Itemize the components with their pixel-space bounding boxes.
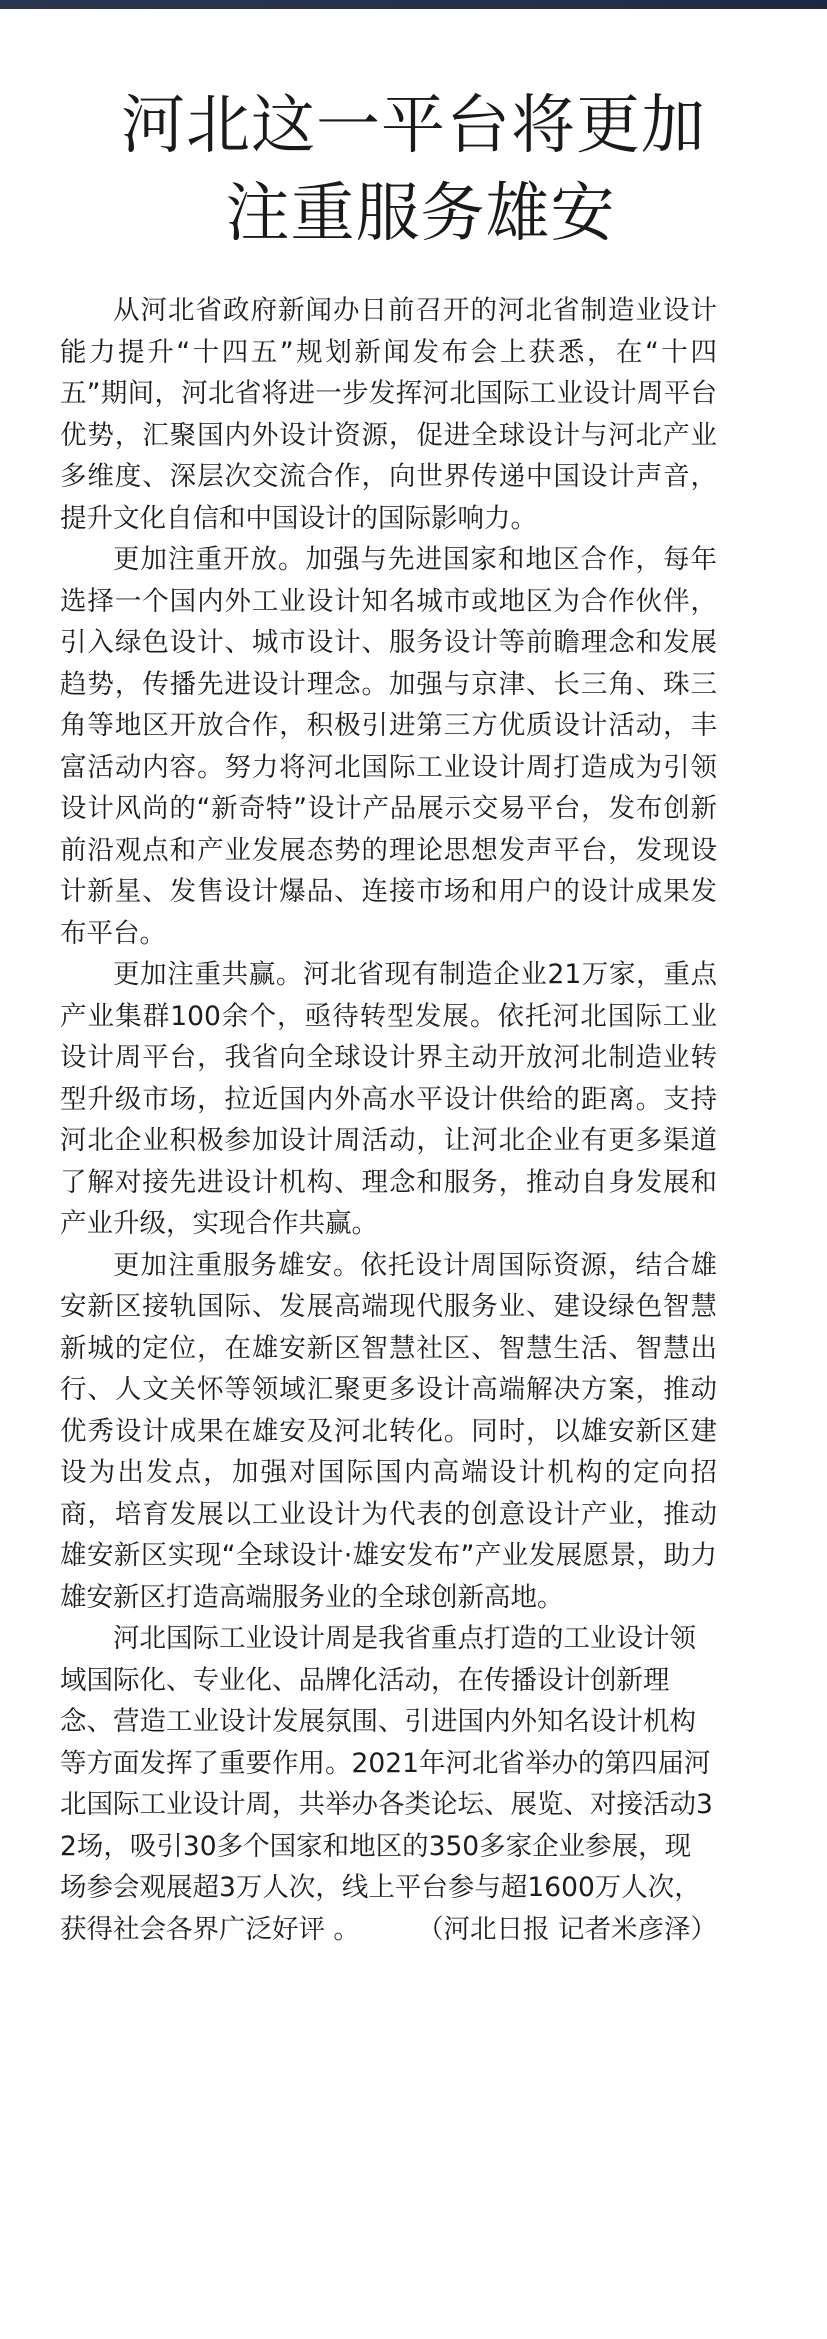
paragraph-design-week (60, 1618, 717, 1950)
reporter-byline: （河北日报 记者米彦泽） (417, 1913, 717, 1945)
article-body (0, 290, 827, 1950)
headline-line-2: 注重服务雄安 (225, 177, 616, 251)
article-headline (0, 0, 827, 258)
paragraph-win-win: 更加注重共赢。河北省现有制造企业21万家，重点产业集群100余个，亟待转型发展。依托河北国际工业设计周平台，我省向全球设计界主动开放河北制造业转型升级市场，拉近国内外高水平设计供给的距离。支持河北企业积极参加设计周活动，让河北企业有更多渠道了解对接先进设计机构、理念和服务，推动自身发展和产业升级，实现合作共赢。 (60, 959, 717, 1239)
paragraph-serve-xiongan: 更加注重服务雄安。依托设计周国际资源，结合雄安新区接轨国际、发展高端现代服务业、建设绿色智慧新城的定位，在雄安新区智慧社区、智慧生活、智慧出行、人文关怀等领域汇聚更多设计高端解决方案，推动优秀设计成果在雄安及河北转化。同时，以雄安新区建设为出发点，加强对国际国内高端设计机构的定向招商，培育发展以工业设计为代表的创意设计产业，推动雄安新区实现“全球设计·雄安发布”产业发展愿景，助力雄安新区打造高端服务业的全球创新高地。 (60, 1249, 717, 1613)
paragraph-openness: 更加注重开放。加强与先进国家和地区合作，每年选择一个国内外工业设计知名城市或地区为合作伙伴，引入绿色设计、城市设计、服务设计等前瞻理念和发展趋势，传播先进设计理念。加强与京津、长三角、珠三角等地区开放合作，积极引进第三方优质设计活动，丰富活动内容。努力将河北国际工业设计周打造成为引领设计风尚的“新奇特”设计产品展示交易平台，发布创新前沿观点和产业发展态势的理论思想发声平台，发现设计新星、发售设计爆品、连接市场和用户的设计成果发布平台。 (60, 544, 717, 949)
headline-line-1: 河北这一平台将更加 (121, 89, 706, 163)
paragraph-design-week-text: 河北国际工业设计周是我省重点打造的工业设计领域国际化、专业化、品牌化活动，在传播设计创新理念、营造工业设计发展氛围、引进国内外知名设计机构等方面发挥了重要作用。2021年河北省举办的第四届河北国际工业设计周，共举办各类论坛、展览、对接活动32场，吸引30多个国家和地区的350多家企业参展，现场参会观展超3万人次，线上平台参与超1600万人次，获得社会各界广泛好评 。 (60, 1623, 713, 1945)
paragraph-intro: 从河北省政府新闻办日前召开的河北省制造业设计能力提升“十四五”规划新闻发布会上获悉，在“十四五”期间，河北省将进一步发挥河北国际工业设计周平台优势，汇聚国内外设计资源，促进全球设计与河北产业多维度、深层次交流合作，向世界传递中国设计声音，提升文化自信和中国设计的国际影响力。 (60, 295, 717, 534)
